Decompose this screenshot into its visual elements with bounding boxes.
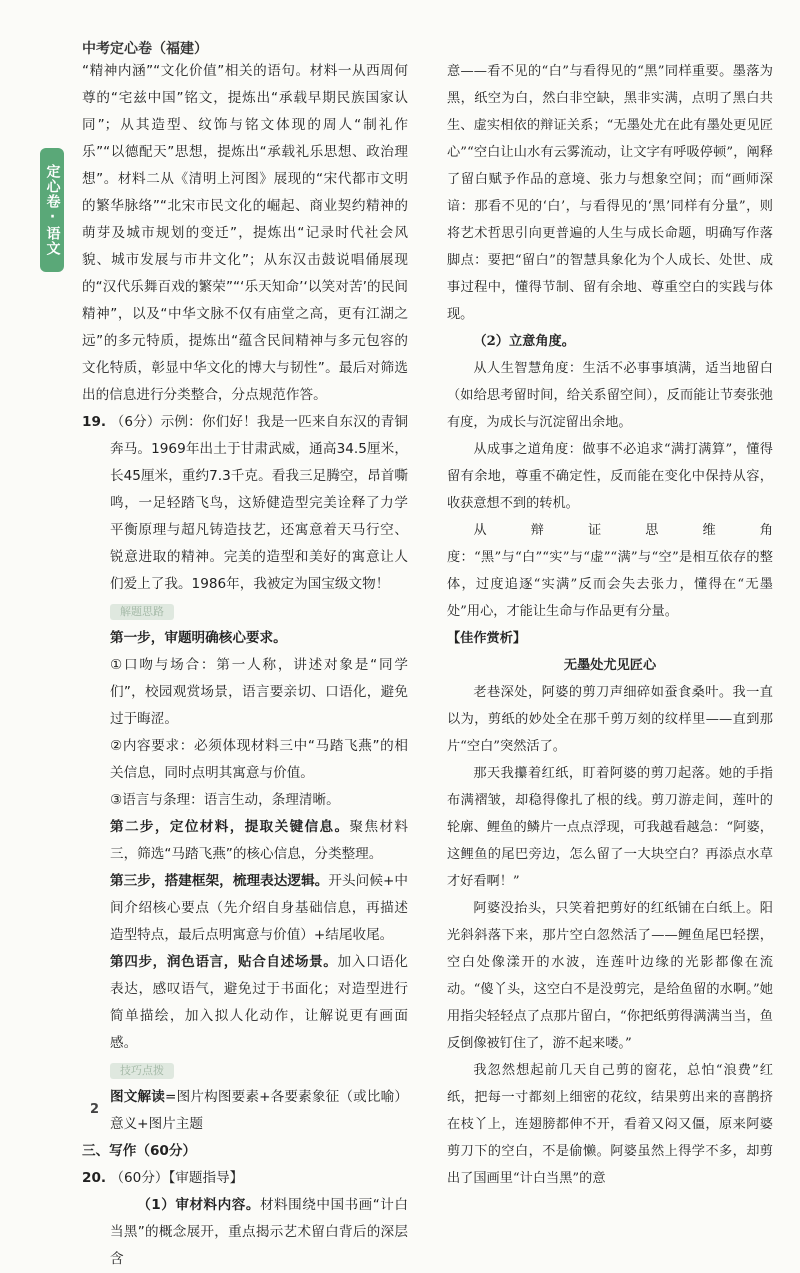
question-19 [82, 409, 408, 598]
angle-heading: （2）立意角度。 [473, 334, 575, 349]
technique-tip-badge: 技巧点拨 [110, 1063, 174, 1079]
image-reading-tip-title: 图文解读 [110, 1089, 166, 1105]
step-2 [82, 814, 408, 868]
question-20 [82, 1165, 408, 1192]
step-1-title: 第一步，审题明确核心要求。 [110, 630, 287, 646]
essay-paragraph-2: 那天我攥着红纸，盯着阿婆的剪刀起落。她的手指布满褶皱，却稳得像扎了根的线。剪刀游走间，莲叶的轮廓、鲤鱼的鳞片一点点浮现，可我越看越急：“阿婆，这鲤鱼的尾巴旁边，怎么留了一大块空白？再添点水草才好看啊！” [447, 766, 773, 889]
material-analysis-continued: 意——看不见的“白”与看得见的“黑”同样重要。墨落为黑，纸空为白，然白非空缺，黑非实满，点明了黑白共生、虚实相依的辩证关系；“无墨处尤在此有墨处更见匠心”“空白让山水有云雾流动，让文字有呼吸停顿”，阐释了留白赋予作品的意境、张力与想象空间；而“画师深谙：那看不见的‘白’，与看得见的‘黑’同样有分量”，则将艺术哲思引向更普遍的人生与成长命题，明确写作落脚点：要把“留白”的智慧具象化为个人成长、处世、成事过程中，懂得节制、留有余地、尊重空白的实践与体现。 [447, 64, 773, 322]
step-1-item-1: ①口吻与场合：第一人称，讲述对象是“同学们”，校园观赏场景，语言要亲切、口语化，避免过于晦涩。 [110, 657, 408, 727]
question-20-material-text: 材料围绕中国书画“计白当黑”的概念展开，重点揭示艺术留白背后的深层含 [110, 1197, 408, 1267]
step-1-item-3: ③语言与条理：语言生动，条理清晰。 [110, 792, 340, 808]
angle-dialectic: 从辩证思维角度：“黑”与“白”“实”与“虚”“满”与“空”是相互依存的整体，过度追逐“实满”反而会失去张力，懂得在“无墨处”用心，才能让生命与作品更有分量。 [447, 523, 773, 619]
page-number: 2 [90, 1102, 100, 1117]
essay-paragraph-1: 老巷深处，阿婆的剪刀声细碎如蚕食桑叶。我一直以为，剪纸的妙处全在那千剪万刻的纹样里——直到那片“空白”突然活了。 [447, 685, 773, 754]
question-19-number: 19. [82, 414, 107, 430]
angle-life-wisdom: 从人生智慧角度：生活不必事事填满，适当地留白（如给思考留时间，给关系留空间），反而能让节奏张弛有度，为成长与沉淀留出余地。 [447, 361, 773, 430]
angle-success-way: 从成事之道角度：做事不必追求“满打满算”，懂得留有余地，尊重不确定性，反而能在变化中保持从容，收获意想不到的转机。 [447, 442, 773, 511]
image-reading-tip-text: =图片构图要素+各要素象征（或比喻）意义+图片主题 [110, 1089, 409, 1132]
step-3-title: 第三步，搭建框架，梳理表达逻辑。 [110, 873, 329, 889]
step-4-title: 第四步，润色语言，贴合自述场景。 [110, 954, 338, 970]
question-20-material-title: （1）审材料内容。 [137, 1197, 260, 1213]
essay-title: 无墨处尤见匠心 [563, 658, 657, 673]
question-20-material [82, 1192, 408, 1273]
section-writing-heading: 三、写作（60分） [82, 1143, 197, 1159]
step-2-title: 第二步，定位材料，提取关键信息。 [110, 819, 350, 835]
step-1-item-2: ②内容要求：必须体现材料三中“马踏飞燕”的相关信息，同时点明其寓意与价值。 [110, 738, 408, 781]
step-2-text: 聚焦材料三，筛选“马踏飞燕”的核心信息，分类整理。 [110, 819, 408, 862]
step-4 [82, 949, 408, 1057]
image-reading-tip [82, 1084, 408, 1138]
solution-tip-badge: 解题思路 [110, 604, 174, 620]
question-20-heading: （60分）【审题指导】 [110, 1170, 244, 1186]
step-4-text: 加入口语化表达，感叹语气，避免过于书面化；对造型进行简单描绘，加入拟人化动作，让解说更有画面感。 [110, 954, 409, 1051]
question-19-answer: （6分）示例：你们好！我是一匹来自东汉的青铜奔马。1969年出土于甘肃武威，通高34.5厘米，长45厘米，重约7.3千克。看我三足腾空，昂首嘶鸣，一足轻踏飞鸟，这矫健造型完美诠释了力学平衡原理与超凡铸造技艺，还寓意着天马行空、锐意进取的精神。完美的造型和美好的寓意让人们爱上了我。1986年，我被定为国宝级文物！ [110, 414, 408, 592]
essay-paragraph-3: 阿婆没抬头，只笑着把剪好的红纸铺在白纸上。阳光斜斜落下来，那片空白忽然活了——鲤鱼尾巴轻摆，空白处像漾开的水波，连莲叶边缘的光影都像在流动。“傻丫头，这空白不是没剪完，是给鱼留的水啊。”她用指尖轻轻点了点那片留白，“你把纸剪得满满当当，鱼反倒像被钉住了，游不起来喽。” [447, 901, 773, 1051]
question-20-number: 20. [82, 1170, 107, 1186]
essay-paragraph-4: 我忽然想起前几天自己剪的窗花，总怕“浪费”红纸，把每一寸都刻上细密的花纹，结果剪出来的喜鹊挤在枝丫上，连翅膀都伸不开，看着又闷又僵，原来阿婆剪刀下的空白，不是偷懒。阿婆虽然上得学不多，却剪出了国画里“计白当黑”的意 [447, 1063, 773, 1186]
step-3-text: 开头问候+中间介绍核心要点（先介绍自身基础信息，再描述造型特点，最后点明寓意与价值）+结尾收尾。 [110, 873, 409, 943]
model-essay-heading: 【佳作赏析】 [447, 631, 527, 646]
step-3 [82, 868, 408, 949]
left-column [82, 58, 408, 1273]
page-header: 中考定心卷（福建） [82, 41, 208, 57]
side-tab-label: 定心卷·语文 [40, 148, 64, 272]
intro-paragraph: “精神内涵”“文化价值”相关的语句。材料一从西周何尊的“宅兹中国”铭文，提炼出“承载早期民族国家认同”；从其造型、纹饰与铭文体现的周人“制礼作乐”“以德配天”思想，提炼出“承载礼乐思想、政治理想”。材料二从《清明上河图》展现的“宋代都市文明的繁华脉络”“北宋市民文化的崛起、商业契约精神的萌芽及城市规划的变迁”，提炼出“记录时代社会风貌、城市发展与市井文化”；从东汉击鼓说唱俑展现的“汉代乐舞百戏的繁荣”“‘乐天知命’‘以笑对苦’的民间精神”，以及“中华文脉不仅有庙堂之高，更有江湖之远”的多元特质，提炼出“蕴含民间精神与多元包容的文化特质，彰显中华文化的博大与韧性”。最后对筛选出的信息进行分类整合，分点规范作答。 [82, 63, 408, 403]
right-column [447, 58, 773, 1192]
